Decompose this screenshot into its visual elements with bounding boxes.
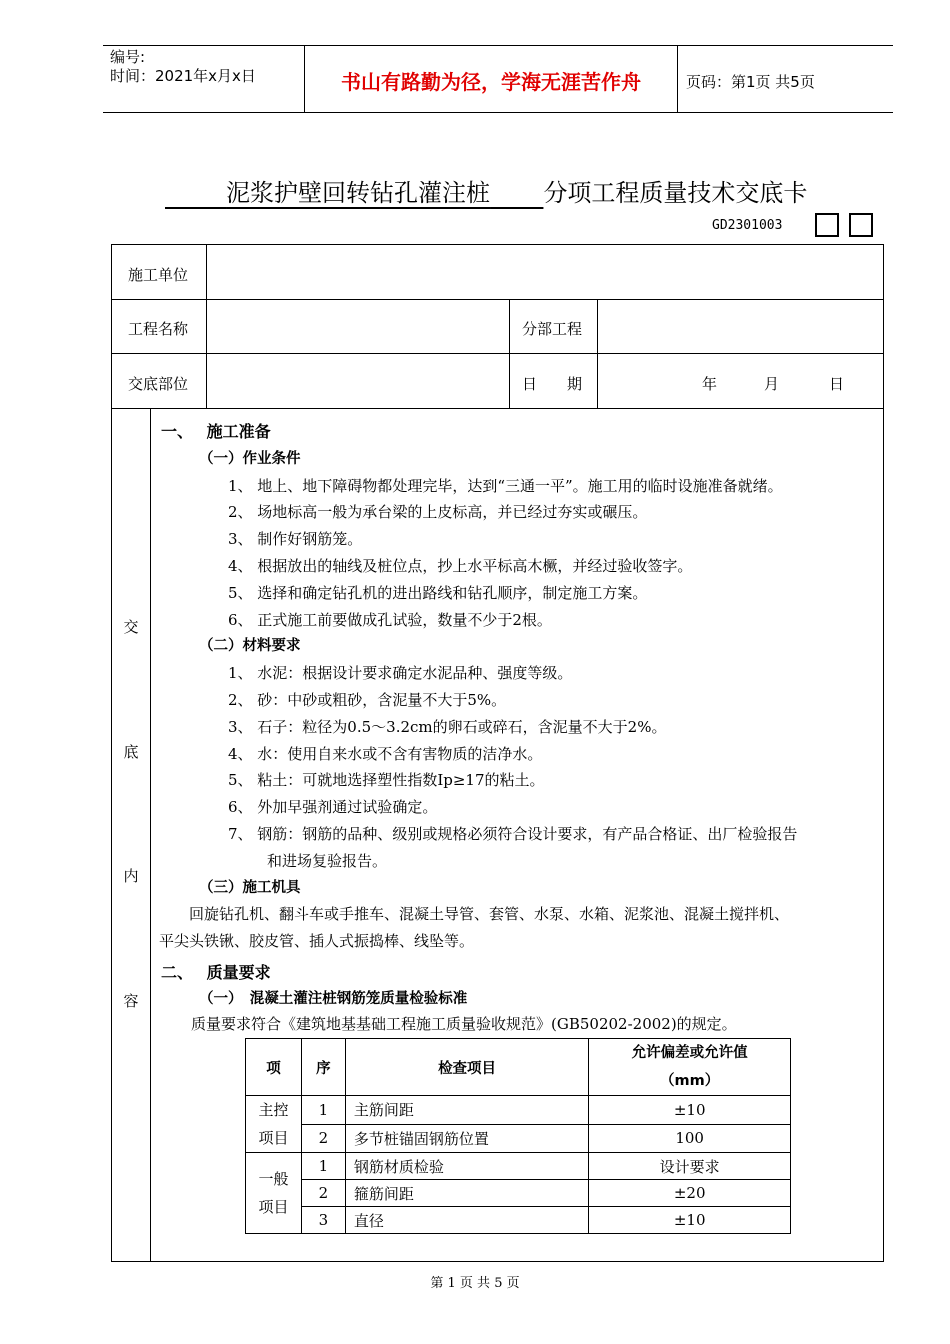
seq-cell: 3: [301, 1207, 345, 1234]
sub-project-field[interactable]: [599, 301, 882, 352]
value-cell: ±10: [589, 1096, 791, 1125]
value-cell: 100: [589, 1124, 791, 1153]
header-cell-line: （mm）: [660, 1073, 720, 1089]
value-cell: ±10: [589, 1207, 791, 1234]
doc-number: GD2301003: [712, 218, 783, 233]
header-cell: 检查项目: [345, 1039, 588, 1096]
list-item: 3、 石子：粒径为0.5～3.2cm的卵石或碎石，含泥量不大于2%。: [228, 717, 667, 736]
subsection-heading: （一） 混凝土灌注桩钢筋笼质量检验标准: [199, 990, 468, 1007]
title-project: 泥浆护壁回转钻孔灌注桩: [226, 179, 491, 207]
motto: 书山有路勤为径，学海无涯苦作舟: [341, 70, 641, 94]
date-month: 月: [764, 375, 780, 393]
list-item-continuation: 和进场复验报告。: [267, 851, 388, 870]
disclosure-content: [161, 419, 876, 1038]
table-header-row: [246, 1039, 791, 1096]
group-cell: [246, 1153, 302, 1234]
table-row: [246, 1153, 791, 1180]
checkbox[interactable]: [815, 213, 839, 237]
seq-cell: 2: [301, 1180, 345, 1207]
group-line: 项目: [258, 1129, 289, 1147]
list-item: 3、 制作好钢筋笼。: [228, 530, 363, 549]
title-suffix: 分项工程质量技术交底卡: [543, 179, 808, 207]
list-item: 4、 水：使用自来水或不含有害物质的洁净水。: [228, 744, 543, 763]
group-cell: [246, 1096, 302, 1153]
seq-cell: 1: [301, 1096, 345, 1125]
list-item: 5、 粘土：可就地选择塑性指数Ip≥17的粘土。: [228, 771, 545, 790]
number-label: 编号:: [110, 48, 146, 66]
unit-label: 施工单位: [128, 266, 189, 284]
list-item: 1、 水泥：根据设计要求确定水泥品种、强度等级。: [228, 664, 573, 683]
col-rule: [597, 299, 598, 408]
side-label-char: 交: [123, 618, 139, 636]
paragraph: 回旋钻孔机、翻斗车或手推车、混凝土导管、套管、水泵、水箱、泥浆池、混凝土搅拌机、: [159, 905, 790, 924]
value-cell: 设计要求: [589, 1153, 791, 1180]
item-cell: 多节桩锚固钢筋位置: [345, 1124, 588, 1153]
header-cell-line: 允许偏差或允许值: [631, 1045, 748, 1061]
subsection-heading: （二）材料要求: [199, 638, 301, 655]
time-label: 时间：2021年x月x日: [110, 67, 256, 85]
location-field[interactable]: [208, 355, 508, 407]
table-row: [246, 1096, 791, 1125]
row-rule: [111, 408, 884, 409]
list-item: 6、 正式施工前要做成孔试验，数量不少于2根。: [228, 610, 552, 629]
date-label: 日 期: [522, 375, 583, 393]
list-item: 2、 场地标高一般为承台梁的上皮标高，并已经过夯实或碾压。: [228, 503, 648, 522]
title-underline-gap: [490, 179, 543, 207]
title-underline-gap: [165, 179, 226, 207]
seq-cell: 2: [301, 1124, 345, 1153]
sub-project-label: 分部工程: [522, 320, 583, 338]
group-line: 一般: [258, 1170, 289, 1188]
list-item: 6、 外加早强剂通过试验确定。: [228, 798, 438, 817]
paragraph: 质量要求符合《建筑地基基础工程施工质量验收规范》(GB50202-2002)的规定。: [161, 1014, 737, 1033]
unit-field[interactable]: [208, 246, 882, 298]
location-label: 交底部位: [128, 375, 189, 393]
list-item: 2、 砂：中砂或粗砂，含泥量不大于5%。: [228, 690, 507, 709]
header-cell: 项: [246, 1039, 302, 1096]
section-heading: 一、 施工准备: [161, 422, 271, 441]
header-divider: [677, 45, 678, 112]
group-line: 项目: [258, 1198, 289, 1216]
section-heading: 二、 质量要求: [161, 962, 271, 982]
list-item: 1、 地上、地下障碍物都处理完毕，达到“三通一平”。施工用的临时设施准备就绪。: [228, 476, 783, 495]
quality-table: [245, 1038, 791, 1234]
subsection-heading: （一）作业条件: [199, 450, 301, 467]
table-row: [246, 1124, 791, 1153]
col-rule: [206, 244, 207, 408]
project-name-field[interactable]: [208, 301, 508, 352]
col-rule: [509, 299, 510, 408]
side-label-char: 内: [123, 867, 139, 885]
value-cell: ±20: [589, 1180, 791, 1207]
date-day: 日: [829, 375, 845, 393]
page-title: [165, 173, 807, 208]
table-row: [246, 1180, 791, 1207]
list-item: 5、 选择和确定钻孔机的进出路线和钻孔顺序，制定施工方案。: [228, 583, 648, 602]
table-row: [246, 1207, 791, 1234]
header-cell: [589, 1039, 791, 1096]
group-line: 主控: [258, 1101, 289, 1119]
header-top-rule: [103, 45, 893, 46]
side-label-char: 容: [123, 992, 139, 1010]
item-cell: 钢筋材质检验: [345, 1153, 588, 1180]
page-code: 页码：第1页 共5页: [686, 73, 815, 91]
item-cell: 主筋间距: [345, 1096, 588, 1125]
list-item: 4、 根据放出的轴线及桩位点，抄上水平标高木橛，并经过验收签字。: [228, 556, 693, 575]
seq-cell: 1: [301, 1153, 345, 1180]
paragraph: 平尖头铁锹、胶皮管、插人式振捣棒、线坠等。: [159, 932, 475, 951]
side-label-char: 底: [123, 743, 139, 761]
date-year: 年: [702, 375, 718, 393]
header-cell: 序: [301, 1039, 345, 1096]
project-name-label: 工程名称: [128, 320, 189, 338]
item-cell: 箍筋间距: [345, 1180, 588, 1207]
row-rule: [111, 353, 884, 354]
page-footer: 第 1 页 共 5 页: [430, 1276, 520, 1291]
item-cell: 直径: [345, 1207, 588, 1234]
header-meta: [110, 48, 256, 86]
col-rule: [150, 408, 151, 1262]
row-rule: [111, 299, 884, 300]
list-item: 7、 钢筋：钢筋的品种、级别或规格必须符合设计要求，有产品合格证、出厂检验报告: [228, 824, 798, 843]
checkbox[interactable]: [849, 213, 873, 237]
header-bottom-rule: [103, 112, 893, 113]
subsection-heading: （三）施工机具: [199, 879, 301, 896]
